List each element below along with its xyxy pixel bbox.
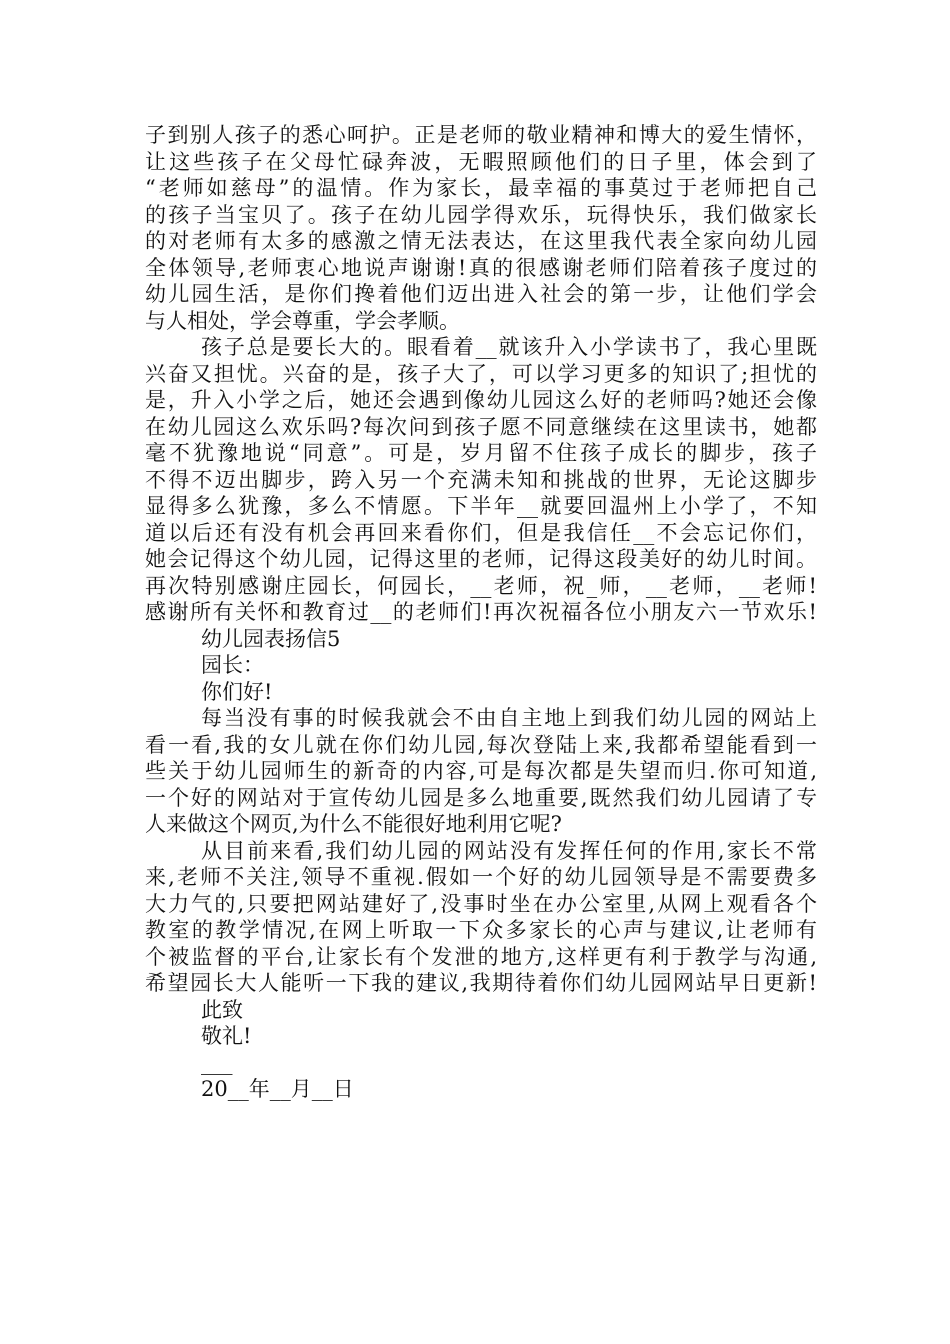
text-line: 你们好! — [201, 679, 273, 704]
text-line: 让这些孩子在父母忙碌奔波，无暇照顾他们的日子里，体会到了 — [145, 149, 817, 174]
text-line: 在幼儿园这么欢乐吗?每次问到孩子愿不同意继续在这里读书，她都 — [145, 414, 817, 439]
text-line: 人来做这个网页,为什么不能很好地利用它呢? — [145, 812, 562, 836]
text-line: 再次特别感谢庄园长，何园长，__老师，祝_师，__老师，__老师! — [145, 573, 817, 598]
text-line: 显得多么犹豫，多么不情愿。下半年__就要回温州上小学了，不知 — [145, 494, 817, 518]
text-line: 感谢所有关怀和教育过__的老师们!再次祝福各位小朋友六一节欢乐! — [145, 600, 817, 624]
text-line: 道以后还有没有机会再回来看你们，但是我信任__不会忘记你们， — [145, 520, 817, 545]
text-line: 不得不迈出脚步，跨入另一个充满未知和挑战的世界，无论这脚步 — [145, 467, 817, 492]
text-line: 幼儿园生活，是你们搀着他们迈出进入社会的第一步，让他们学会 — [145, 282, 817, 306]
text-line: 来,老师不关注,领导不重视.假如一个好的幼儿园领导是不需要费多 — [145, 865, 817, 889]
text-line: 兴奋又担忧。兴奋的是，孩子大了，可以学习更多的知识了;担忧的 — [145, 361, 817, 386]
text-line: 的孩子当宝贝了。孩子在幼儿园学得欢乐，玩得快乐，我们做家长 — [145, 202, 817, 227]
text-line: 她会记得这个幼儿园，记得这里的老师，记得这段美好的幼儿时间。 — [145, 547, 817, 571]
text-line: 每当没有事的时候我就会不由自主地上到我们幼儿园的网站上 — [201, 706, 817, 730]
text-line: 全体领导,老师衷心地说声谢谢!真的很感谢老师们陪着孩子度过的 — [145, 255, 817, 280]
text-line: 些关于幼儿园师生的新奇的内容,可是每次都是失望而归.你可知道, — [145, 759, 817, 783]
text-line: 20__年__月__日 — [201, 1077, 354, 1101]
text-line: 幼儿园表扬信5 — [201, 626, 341, 651]
text-line: 敬礼! — [201, 1024, 252, 1048]
text-line: 个被监督的平台,让家长有个发泄的地方,这样更有利于教学与沟通, — [145, 944, 817, 969]
text-line: “老师如慈母”的温情。作为家长，最幸福的事莫过于老师把自己 — [145, 176, 817, 200]
text-line: 子到别人孩子的悉心呵护。正是老师的敬业精神和博大的爱生情怀， — [145, 123, 817, 147]
text-line: 希望园长大人能听一下我的建议,我期待着你们幼儿园网站早日更新! — [145, 971, 817, 995]
text-line: 大力气的,只要把网站建好了,没事时坐在办公室里,从网上观看各个 — [145, 891, 817, 916]
text-line: 一个好的网站对于宣传幼儿园是多么地重要,既然我们幼儿园请了专 — [145, 785, 817, 810]
text-line: 从目前来看,我们幼儿园的网站没有发挥任何的作用,家长不常 — [201, 838, 817, 863]
text-line: 的对老师有太多的感激之情无法表达，在这里我代表全家向幼儿园 — [145, 229, 817, 253]
text-line: 是，升入小学之后，她还会遇到像幼儿园这么好的老师吗?她还会像 — [145, 388, 817, 412]
text-line: 看一看,我的女儿就在你们幼儿园,每次登陆上来,我都希望能看到一 — [145, 732, 817, 757]
text-line: 园长： — [201, 653, 264, 677]
text-line: 教室的教学情况,在网上听取一下众多家长的心声与建议,让老师有 — [145, 918, 817, 942]
text-line: ___ — [201, 1050, 233, 1075]
text-line: 孩子总是要长大的。眼看着__就该升入小学读书了，我心里既 — [201, 335, 817, 359]
document-body — [145, 122, 817, 1103]
text-line: 与人相处，学会尊重，学会孝顺。 — [145, 308, 460, 333]
text-line: 毫不犹豫地说“同意”。可是，岁月留不住孩子成长的脚步，孩子 — [145, 441, 817, 465]
text-line: 此致 — [201, 997, 243, 1022]
